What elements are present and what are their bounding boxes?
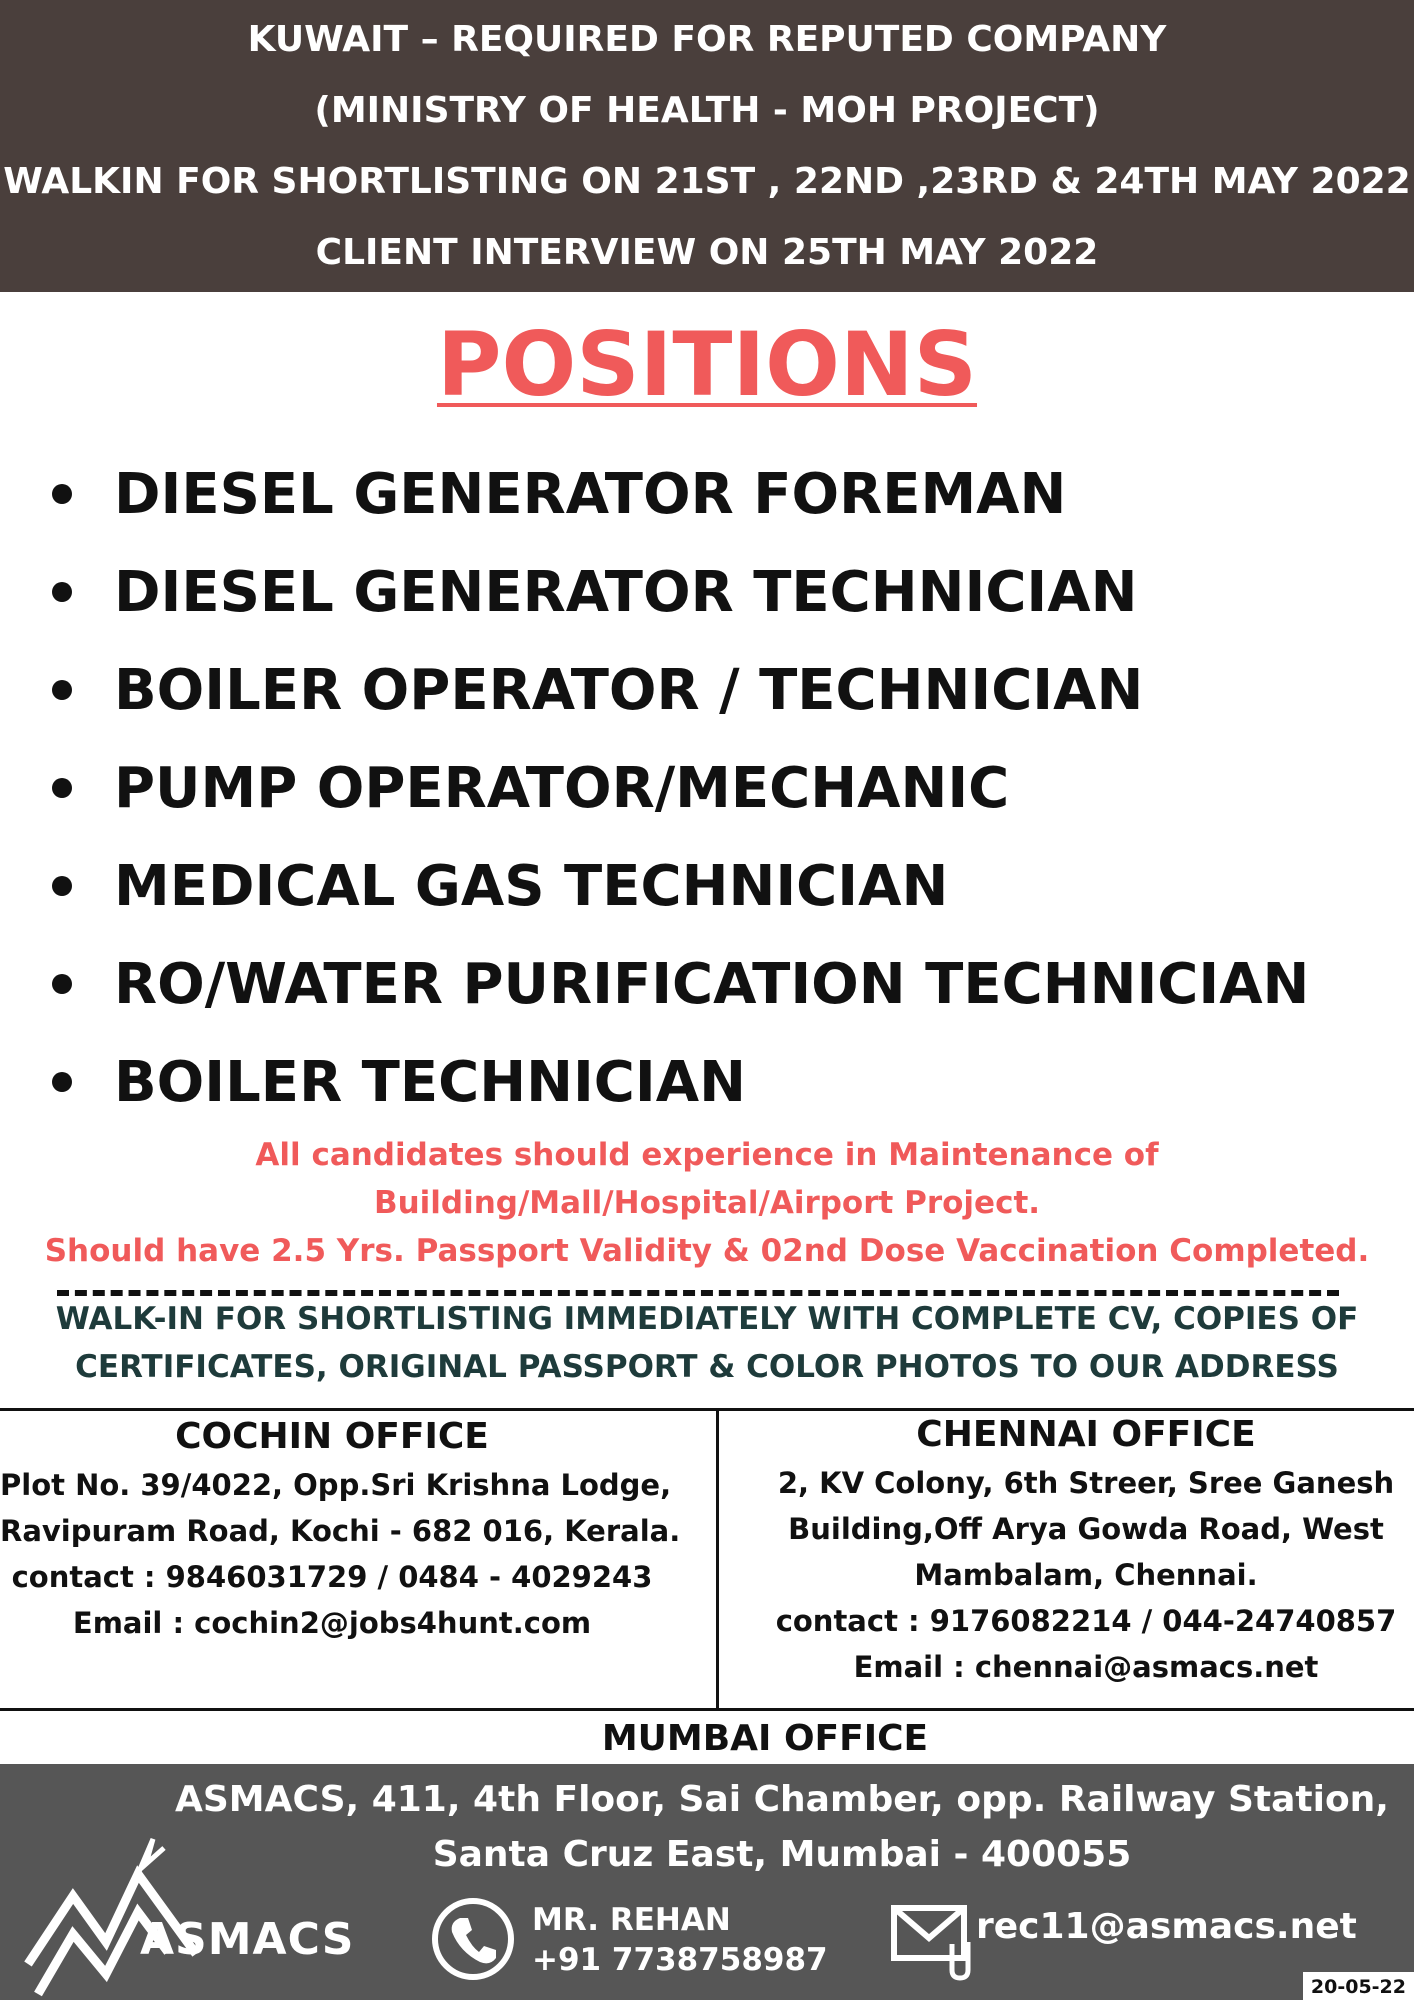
- mumbai-address-1: ASMACS, 411, 4th Floor, Sai Chamber, opp. Railway Station,: [175, 1779, 1389, 1820]
- mumbai-email: rec11@asmacs.net: [976, 1906, 1357, 1947]
- cochin-address-1: Plot No. 39/4022, Opp.Sri Krishna Lodge,: [0, 1468, 672, 1502]
- bullet-icon: [52, 876, 72, 896]
- cochin-office-title: COCHIN OFFICE: [175, 1416, 489, 1457]
- position-label: DIESEL GENERATOR FOREMAN: [114, 461, 1067, 527]
- mumbai-contact-phone: +91 7738758987: [532, 1942, 828, 1978]
- bullet-icon: [52, 680, 72, 700]
- requirements-line-1: All candidates should experience in Maintenance of: [255, 1137, 1159, 1173]
- logo-text: ASMACS: [140, 1914, 355, 1965]
- requirements-line-2: Building/Mall/Hospital/Airport Project.: [373, 1185, 1041, 1221]
- walkin-line-2: CERTIFICATES, ORIGINAL PASSPORT & COLOR PHOTOS TO OUR ADDRESS: [75, 1349, 1339, 1385]
- date-stamp: 20-05-22: [1303, 1972, 1414, 2000]
- position-label: MEDICAL GAS TECHNICIAN: [114, 853, 949, 919]
- position-label: DIESEL GENERATOR TECHNICIAN: [114, 559, 1138, 625]
- chennai-office: [722, 1410, 1414, 1690]
- mumbai-address-2: Santa Cruz East, Mumbai - 400055: [432, 1834, 1132, 1875]
- bullet-icon: [52, 1072, 72, 1092]
- mumbai-footer: [0, 1764, 1414, 2000]
- chennai-office-title: CHENNAI OFFICE: [916, 1414, 1256, 1455]
- position-item: [52, 837, 1309, 935]
- positions-list: [52, 445, 1309, 1131]
- position-item: [52, 1033, 1309, 1131]
- walkin-instructions: [0, 1295, 1414, 1391]
- mumbai-contact: [532, 1900, 828, 1980]
- position-item: [52, 739, 1309, 837]
- phone-icon: [430, 1896, 516, 1982]
- position-label: BOILER OPERATOR / TECHNICIAN: [114, 657, 1144, 723]
- position-item: [52, 543, 1309, 641]
- chennai-contact: contact : 9176082214 / 044-24740857: [775, 1604, 1397, 1638]
- bullet-icon: [52, 484, 72, 504]
- mumbai-contact-name: MR. REHAN: [532, 1902, 731, 1938]
- position-label: BOILER TECHNICIAN: [114, 1049, 746, 1115]
- position-item: [52, 935, 1309, 1033]
- bullet-icon: [52, 582, 72, 602]
- header-banner: [0, 0, 1414, 292]
- position-item: [52, 445, 1309, 543]
- requirements-note: [0, 1131, 1414, 1275]
- bullet-icon: [52, 974, 72, 994]
- position-item: [52, 641, 1309, 739]
- chennai-email: Email : chennai@asmacs.net: [853, 1650, 1319, 1684]
- chennai-address-1: 2, KV Colony, 6th Streer, Sree Ganesh: [777, 1466, 1395, 1500]
- position-label: PUMP OPERATOR/MECHANIC: [114, 755, 1010, 821]
- mail-icon: [890, 1904, 980, 1982]
- header-line-4: CLIENT INTERVIEW ON 25TH MAY 2022: [315, 232, 1099, 273]
- cochin-contact: contact : 9846031729 / 0484 - 4029243: [11, 1560, 653, 1594]
- chennai-address-2: Building,Off Arya Gowda Road, West: [788, 1512, 1384, 1546]
- header-line-1: KUWAIT – REQUIRED FOR REPUTED COMPANY: [247, 19, 1167, 60]
- cochin-email: Email : cochin2@jobs4hunt.com: [72, 1606, 592, 1640]
- bullet-icon: [52, 778, 72, 798]
- cochin-address-2: Ravipuram Road, Kochi - 682 016, Kerala.: [0, 1514, 681, 1548]
- walkin-line-1: WALK-IN FOR SHORTLISTING IMMEDIATELY WITH COMPLETE CV, COPIES OF: [55, 1301, 1359, 1337]
- positions-title: POSITIONS: [436, 313, 978, 416]
- offices-bottom-divider: [0, 1708, 1414, 1711]
- offices-vertical-divider: [716, 1410, 719, 1708]
- header-line-2: (MINISTRY OF HEALTH - MOH PROJECT): [314, 90, 1100, 131]
- cochin-office: [0, 1412, 681, 1646]
- position-label: RO/WATER PURIFICATION TECHNICIAN: [114, 951, 1310, 1017]
- chennai-address-3: Mambalam, Chennai.: [914, 1558, 1258, 1592]
- mumbai-office-title: MUMBAI OFFICE: [601, 1718, 929, 1759]
- positions-heading: [0, 313, 1414, 416]
- requirements-line-3: Should have 2.5 Yrs. Passport Validity & 02nd Dose Vaccination Completed.: [44, 1233, 1370, 1269]
- header-line-3: WALKIN FOR SHORTLISTING ON 21ST , 22ND ,23RD & 24TH MAY 2022: [3, 161, 1411, 202]
